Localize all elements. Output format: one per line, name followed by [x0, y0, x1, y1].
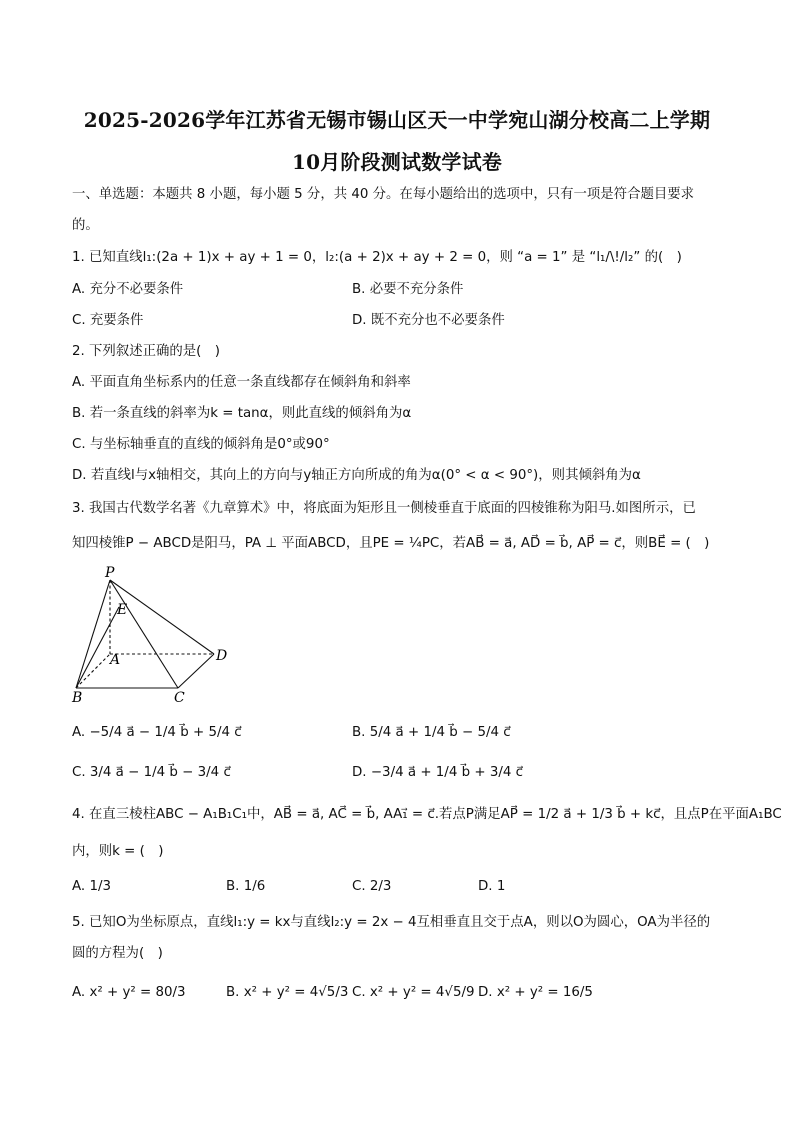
point-label-c: C: [174, 690, 185, 706]
q5-option-b: B. x² + y² = 4√5/3: [226, 985, 349, 1000]
q4-option-d: D. 1: [478, 879, 506, 894]
section-heading-line2: 的。: [72, 218, 99, 233]
q1-option-b: B. 必要不充分条件: [352, 282, 464, 297]
q2-option-b: B. 若一条直线的斜率为k = tanα，则此直线的倾斜角为α: [72, 406, 412, 421]
q3-option-c: C. 3/4 a⃗ − 1/4 b⃗ − 3/4 c⃗: [72, 765, 231, 780]
q4-stem-line1: 4. 在直三棱柱ABC − A₁B₁C₁中，AB⃗ = a⃗, AC⃗ = b⃗, AA₁⃗ = c⃗.若点P满足AP⃗ = 1/2 a⃗ + 1/3 b⃗ + kc⃗，且点P在平面A₁BC: [72, 807, 782, 822]
q1-option-a: A. 充分不必要条件: [72, 282, 184, 297]
q4-stem-line2: 内，则k = ( ): [72, 844, 164, 859]
point-label-a: A: [110, 652, 121, 668]
q3-option-a: A. −5/4 a⃗ − 1/4 b⃗ + 5/4 c⃗: [72, 725, 242, 740]
q3-stem-line1: 3. 我国古代数学名著《九章算术》中，将底面为矩形且一侧棱垂直于底面的四棱锥称为阳马.如图所示，已: [72, 501, 696, 516]
point-label-e: E: [117, 602, 128, 618]
q3-option-d: D. −3/4 a⃗ + 1/4 b⃗ + 3/4 c⃗: [352, 765, 523, 780]
q1-stem: 1. 已知直线l₁:(2a + 1)x + ay + 1 = 0，l₂:(a + 2)x + ay + 2 = 0，则 “a = 1” 是 “l₁/\!/l₂” 的( ): [72, 250, 682, 265]
section-heading-line1: 一、单选题：本题共 8 小题，每小题 5 分，共 40 分。在每小题给出的选项中，只有一项是符合题目要求: [72, 187, 695, 202]
q2-option-c: C. 与坐标轴垂直的直线的倾斜角是0°或90°: [72, 437, 330, 452]
q3-stem-line2: 知四棱锥P − ABCD是阳马，PA ⊥ 平面ABCD，且PE = ¼PC，若AB⃗ = a⃗, AD⃗ = b⃗, AP⃗ = c⃗，则BE⃗ = ( ): [72, 536, 710, 551]
q4-option-c: C. 2/3: [352, 879, 392, 894]
q5-stem-line1: 5. 已知O为坐标原点，直线l₁:y = kx与直线l₂:y = 2x − 4互相垂直且交于点A，则以O为圆心，OA为半径的: [72, 915, 711, 930]
q5-option-c: C. x² + y² = 4√5/9: [352, 985, 475, 1000]
exam-title-line1: 2025-2026学年江苏省无锡市锡山区天一中学宛山湖分校高二上学期: [83, 108, 711, 132]
q5-option-d: D. x² + y² = 16/5: [478, 985, 593, 1000]
q2-option-d: D. 若直线l与x轴相交，其向上的方向与y轴正方向所成的角为α(0° < α < 90°)，则其倾斜角为α: [72, 468, 641, 483]
q5-stem-line2: 圆的方程为( ): [72, 946, 163, 961]
q4-option-a: A. 1/3: [72, 879, 111, 894]
point-label-p: P: [105, 566, 115, 581]
edge-pc: [110, 580, 178, 688]
point-label-b: B: [72, 690, 83, 706]
q5-option-a: A. x² + y² = 80/3: [72, 985, 186, 1000]
q1-option-d: D. 既不充分也不必要条件: [352, 313, 505, 328]
q3-option-b: B. 5/4 a⃗ + 1/4 b⃗ − 5/4 c⃗: [352, 725, 511, 740]
q4-option-b: B. 1/6: [226, 879, 266, 894]
q2-option-a: A. 平面直角坐标系内的任意一条直线都存在倾斜角和斜率: [72, 375, 411, 390]
exam-title-line2: 10月阶段测试数学试卷: [291, 150, 503, 174]
pyramid-figure: [66, 566, 246, 706]
q1-option-c: C. 充要条件: [72, 313, 144, 328]
point-label-d: D: [216, 648, 228, 664]
q2-stem: 2. 下列叙述正确的是( ): [72, 344, 220, 359]
edge-cd: [178, 654, 214, 688]
